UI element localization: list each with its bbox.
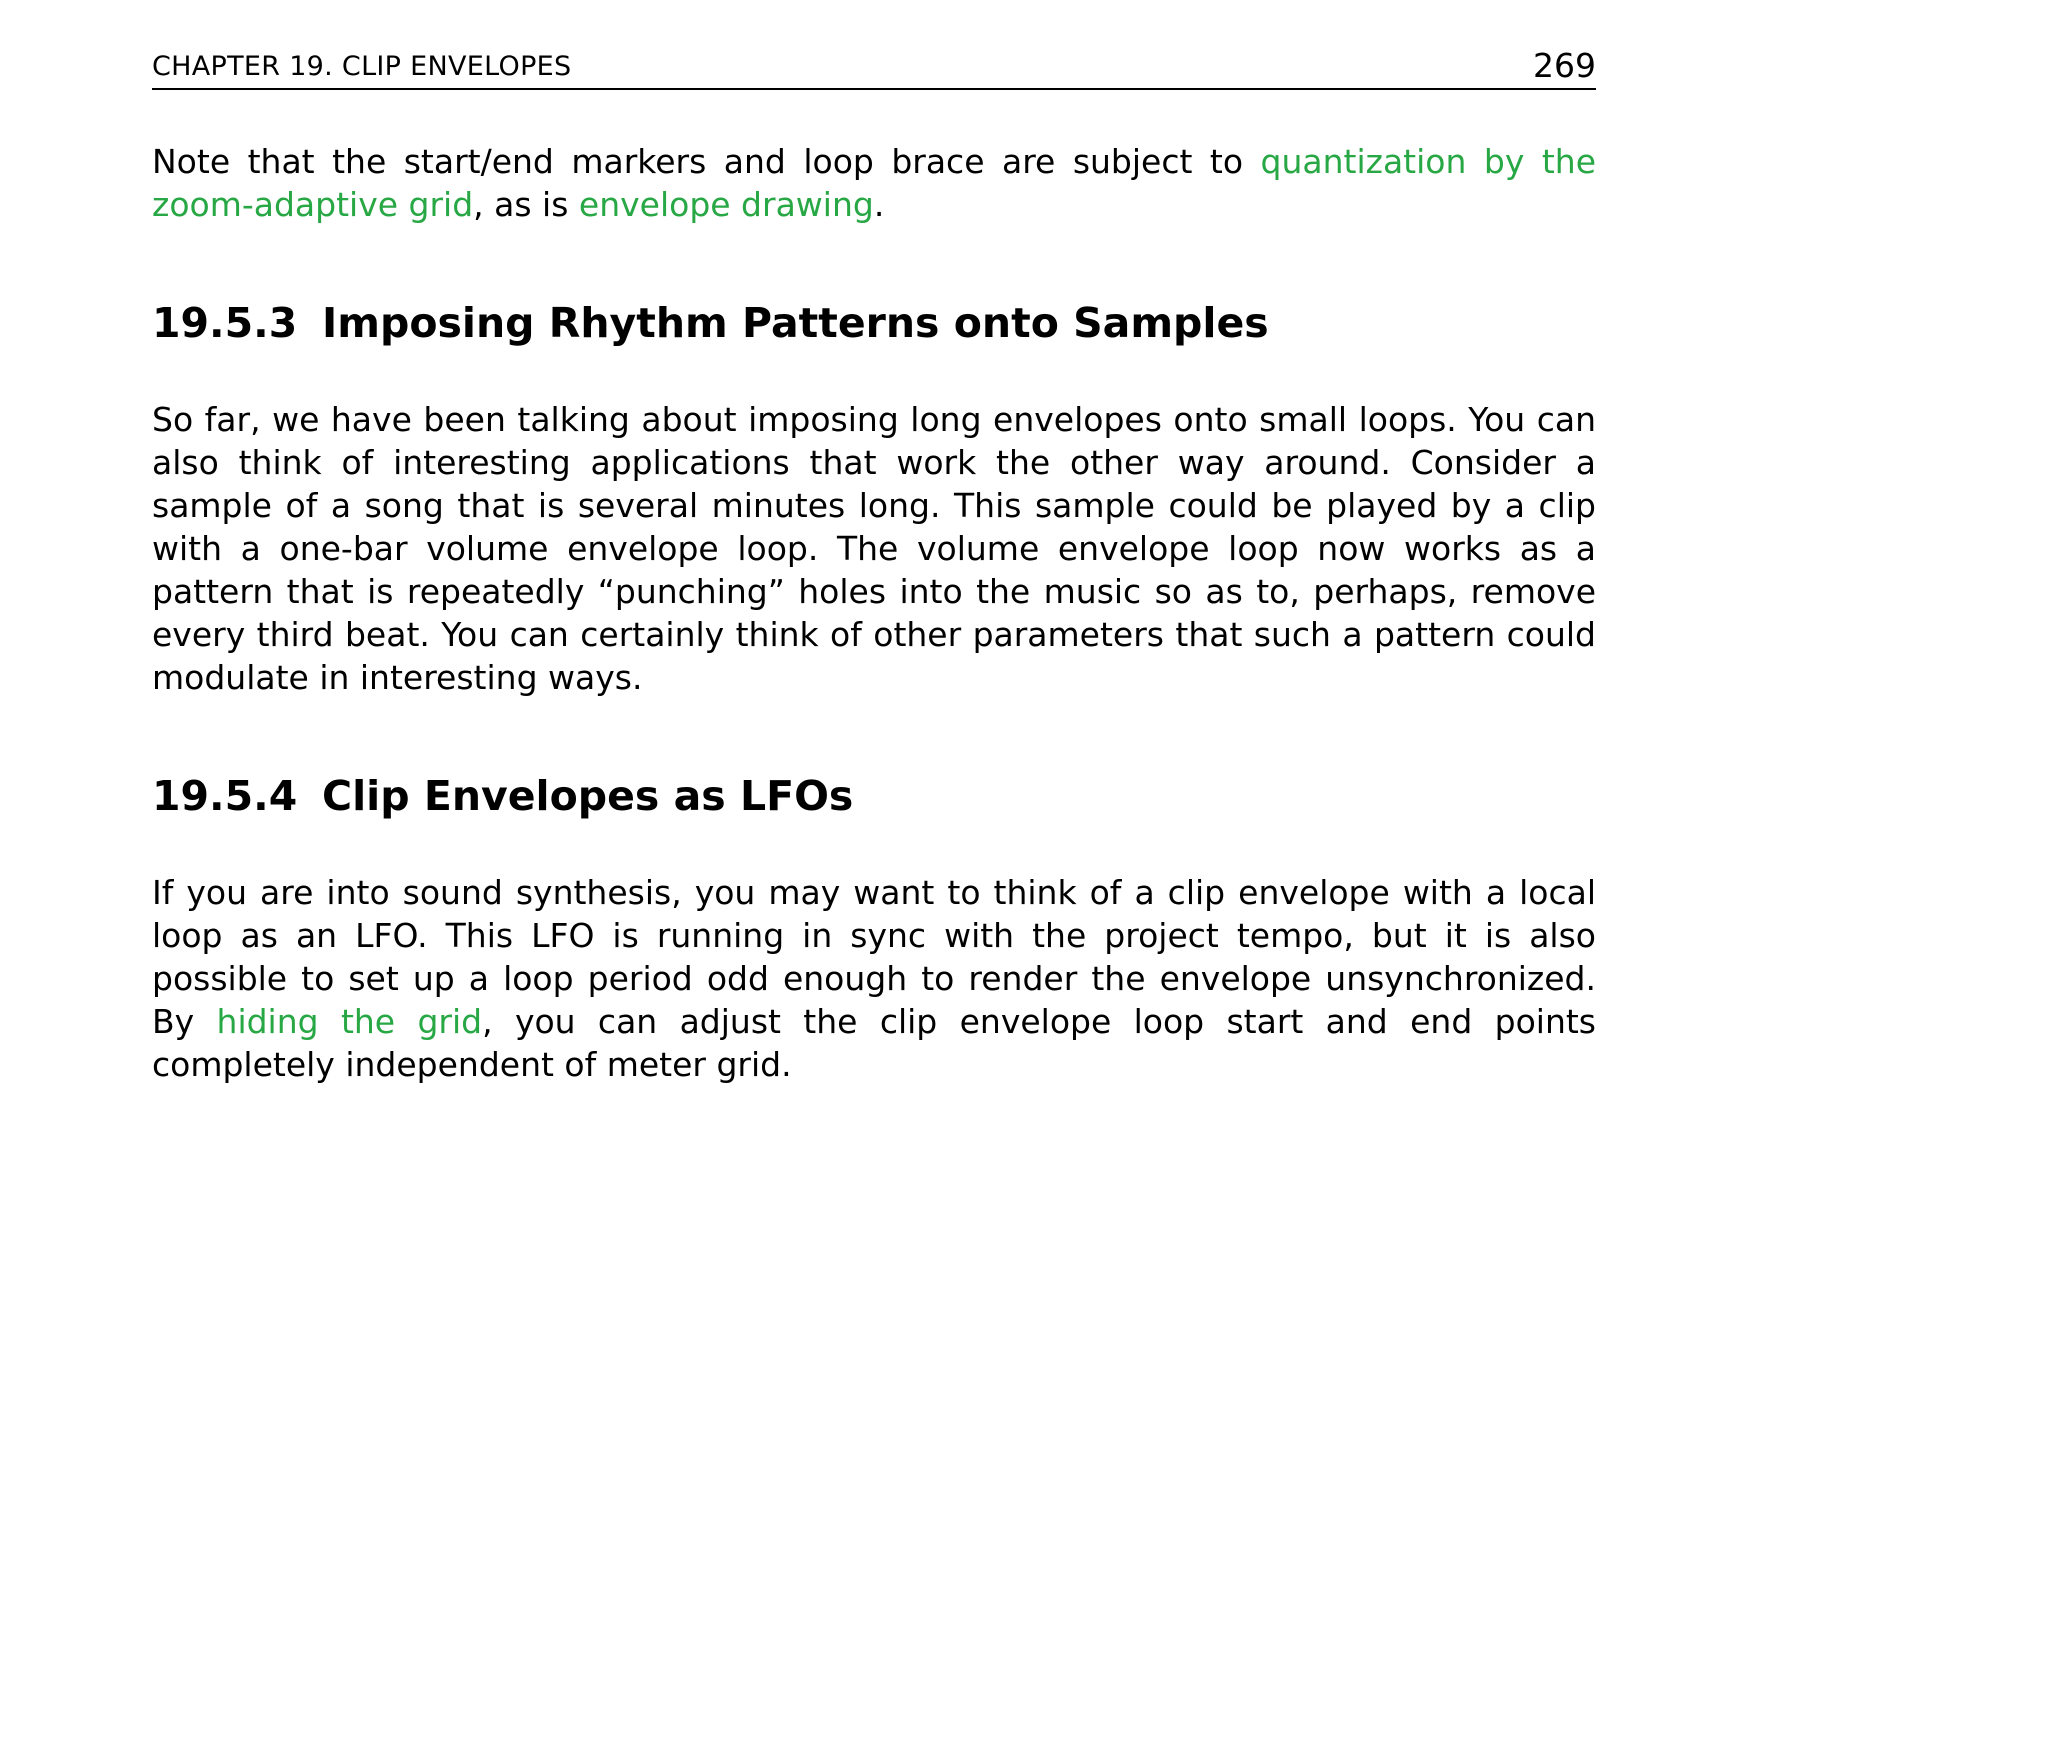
running-header xyxy=(152,44,1596,90)
section-title: Clip Envelopes as LFOs xyxy=(322,772,854,820)
lfo-text-after: , you can adjust the clip envelope loop start and end points completely independent of meter grid. xyxy=(152,1002,1596,1084)
rhythm-patterns-paragraph: So far, we have been talking about imposing long envelopes onto small loops. You can also think of interesting applications that work the other way around. Consider a sample of a song that is several minutes long. This sample could be played by a clip with a one-bar volume envelope loop. The volume envelope loop now works as a pattern that is repeatedly “punching” holes into the music so as to, perhaps, remove every third beat. You can certainly think of other parameters that such a pattern could modulate in interesting ways. xyxy=(152,400,1596,697)
hiding-the-grid-link[interactable]: hiding the grid xyxy=(216,1002,483,1041)
page-number: 269 xyxy=(1533,46,1596,85)
intro-text-after: . xyxy=(873,185,885,224)
document-page xyxy=(152,44,1596,1086)
section-number: 19.5.3 xyxy=(152,299,298,347)
section-number: 19.5.4 xyxy=(152,772,298,820)
intro-paragraph xyxy=(152,140,1596,226)
intro-text-before: Note that the start/end markers and loop brace are subject to xyxy=(152,142,1261,181)
envelope-drawing-link[interactable]: envelope drawing xyxy=(578,185,874,224)
quantization-link[interactable]: quantization by the zoom-adaptive grid xyxy=(152,142,1596,224)
intro-text-middle: , as is xyxy=(473,185,579,224)
chapter-title: CHAPTER 19. CLIP ENVELOPES xyxy=(152,51,572,82)
section-heading-rhythm-patterns xyxy=(152,298,1596,348)
section-heading-lfos xyxy=(152,771,1596,821)
lfo-paragraph xyxy=(152,871,1596,1086)
lfo-text-before: If you are into sound synthesis, you may want to think of a clip envelope with a local loop as an LFO. This LFO is running in sync with the project tempo, but it is also possible to set up a loop period odd enough to render the envelope unsynchronized. By xyxy=(152,873,1596,1041)
section-title: Imposing Rhythm Patterns onto Samples xyxy=(322,299,1269,347)
